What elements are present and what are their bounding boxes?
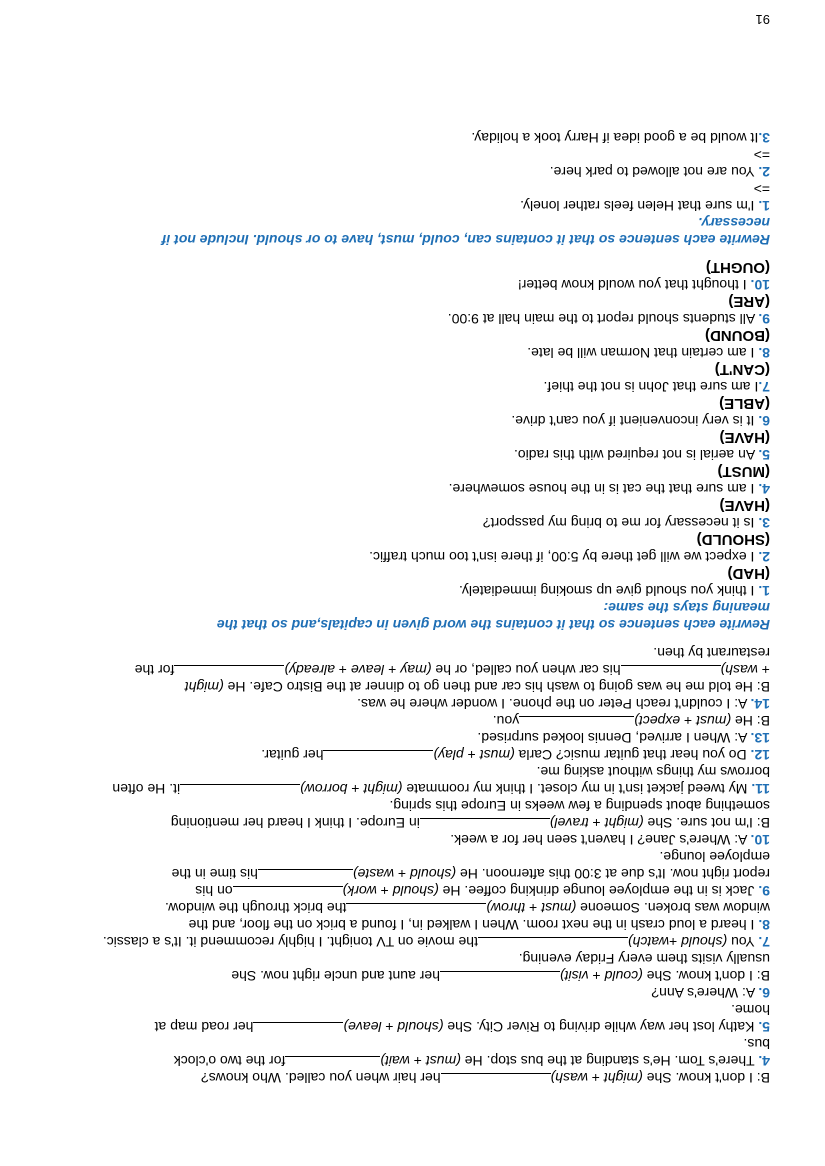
answer-blank[interactable] xyxy=(233,886,343,899)
worksheet-content xyxy=(35,129,770,1086)
transformation-item xyxy=(35,276,770,293)
exercise-line xyxy=(35,729,770,746)
key-word: (MUST) xyxy=(717,463,770,480)
exercise-line xyxy=(35,1069,770,1086)
exercise-c-instruction-line2: necessary. xyxy=(698,215,770,231)
sentence-text: An aerial is not required with this radio. xyxy=(513,447,759,463)
line-text: Do you hear that guitar music? Carla xyxy=(514,747,751,763)
line-text: There's Tom. He's standing at the bus stop. He xyxy=(460,1053,759,1069)
exercise-line xyxy=(35,712,770,729)
transformation-item xyxy=(35,480,770,497)
key-word: (SHOULD) xyxy=(696,531,770,548)
line-text: B: He xyxy=(731,713,770,729)
transformation-item xyxy=(35,310,770,327)
line-text: Kathy lost her way while driving to River City. She xyxy=(443,1019,759,1035)
exercise-line xyxy=(35,984,770,1001)
transformation-item xyxy=(35,514,770,531)
line-text: her aunt and uncle right now. She xyxy=(231,968,440,984)
key-word: (HAD) xyxy=(727,565,770,582)
item-number: 3. xyxy=(758,515,770,531)
transformation-item xyxy=(35,548,770,565)
rewrite-item xyxy=(35,197,770,214)
verb-cue: (could + visit) xyxy=(559,968,643,984)
line-text: for the two o'clock xyxy=(173,1053,286,1069)
exercise-line xyxy=(35,644,770,661)
item-number: 3. xyxy=(758,130,770,146)
answer-blank[interactable] xyxy=(174,665,284,678)
key-word: (ARE) xyxy=(728,293,770,310)
line-text: You xyxy=(727,934,759,950)
verb-cue: (should + leave) xyxy=(343,1019,444,1035)
line-text: employee lounge. xyxy=(659,849,770,865)
item-number: 8. xyxy=(758,345,770,361)
item-number: 9. xyxy=(758,883,770,899)
line-text: his car when you called, or he xyxy=(431,662,621,678)
sentence-text: I think you should give up smoking immediately. xyxy=(458,583,759,599)
sentence-text: You are not allowed to park here. xyxy=(549,164,759,180)
verb-cue: (must + play) xyxy=(433,747,515,763)
verb-cue: (should +watch) xyxy=(627,934,728,950)
exercise-line xyxy=(35,1035,770,1052)
answer-blank[interactable] xyxy=(258,869,353,882)
line-text: A: I couldn't reach Peter on the phone. I wonder where he was. xyxy=(357,696,751,712)
item-number: 7. xyxy=(758,934,770,950)
sentence-text: It is very inconvenient if you can't drive. xyxy=(511,413,759,429)
sentence-text: It would be a good idea if Harry took a holiday. xyxy=(471,130,759,146)
verb-cue: (might + travel) xyxy=(549,815,644,831)
line-text: usually visits them every Friday evening. xyxy=(518,951,770,967)
exercise-key-word-transformation xyxy=(35,259,770,599)
exercise-line xyxy=(35,695,770,712)
verb-cue: (should + waste) xyxy=(352,866,457,882)
item-number: 6. xyxy=(758,985,770,1001)
line-text: A: Where's Ann? xyxy=(651,985,759,1001)
line-text: B: I don't know. She xyxy=(642,1070,770,1086)
exercise-line xyxy=(35,950,770,967)
verb-cue: (should + work) xyxy=(342,883,439,899)
key-word: (CAN'T) xyxy=(714,361,770,378)
item-number: 1. xyxy=(758,583,770,599)
item-number: 5. xyxy=(758,1019,770,1035)
line-text: A: When I arrived, Dennis looked surprised. xyxy=(477,730,751,746)
item-number: 4. xyxy=(758,481,770,497)
key-word: (OUGHT) xyxy=(705,259,770,276)
verb-cue: (may + leave + already) xyxy=(284,662,432,678)
answer-blank[interactable] xyxy=(440,971,560,984)
verb-cue: (must + expect) xyxy=(634,713,732,729)
item-number: 12. xyxy=(750,747,770,763)
line-text: her road map at xyxy=(154,1019,254,1035)
exercise-line xyxy=(35,780,770,797)
exercise-line xyxy=(35,678,770,695)
exercise-line xyxy=(35,1018,770,1035)
transformation-item xyxy=(35,582,770,599)
item-number: 10. xyxy=(750,277,770,293)
transformation-item xyxy=(35,446,770,463)
verb-cue: (must + wait) xyxy=(380,1053,461,1069)
item-number: 1. xyxy=(758,198,770,214)
sentence-text: I expect we will get there by 5:00, if there isn't too much traffic. xyxy=(369,549,759,565)
exercise-line xyxy=(35,882,770,899)
item-number: 4. xyxy=(758,1053,770,1069)
line-text: her hair when you called. Who knows? xyxy=(200,1070,441,1086)
exercise-line xyxy=(35,814,770,831)
answer-blank[interactable] xyxy=(478,937,628,950)
answer-blank[interactable] xyxy=(253,1022,343,1035)
exercise-line xyxy=(35,933,770,950)
answer-blank[interactable] xyxy=(441,1073,551,1086)
exercise-line xyxy=(35,865,770,882)
line-text: B: I don't know. She xyxy=(642,968,770,984)
line-text: her guitar. xyxy=(261,747,324,763)
line-text: on his xyxy=(195,883,233,899)
answer-blank[interactable] xyxy=(180,784,300,797)
item-number: 2. xyxy=(758,549,770,565)
sentence-text: Is it necessary for me to bring my passport? xyxy=(482,515,759,531)
line-text: B: He told me he was going to wash his car and then go to dinner at the Bistro Cafe. He xyxy=(223,679,770,695)
key-word: (HAVE) xyxy=(719,429,770,446)
line-text: Jack is in the employee lounge drinking coffee. He xyxy=(438,883,759,899)
answer-blank[interactable] xyxy=(621,665,721,678)
line-text: B: I'm not sure. She xyxy=(643,815,770,831)
item-number: 2. xyxy=(758,164,770,180)
line-text: A: Where's Jane? I haven't seen her for a week. xyxy=(450,832,751,848)
transformation-item xyxy=(35,378,770,395)
exercise-line xyxy=(35,1052,770,1069)
line-text: the brick through the window. xyxy=(165,900,347,916)
line-text: home. xyxy=(731,1002,770,1018)
line-text: report right now. It's due at 3:00 this afternoon. He xyxy=(456,866,770,882)
exercise-line xyxy=(35,797,770,814)
item-number: 13. xyxy=(750,730,770,746)
rewrite-item xyxy=(35,163,770,180)
exercise-line xyxy=(35,967,770,984)
sentence-text: I thought that you would know better! xyxy=(517,277,751,293)
item-number: 5. xyxy=(758,447,770,463)
exercise-line xyxy=(35,831,770,848)
line-text: the movie on TV tonight. I highly recommend it. It's a classic. xyxy=(102,934,478,950)
item-number: 9. xyxy=(758,311,770,327)
exercise-line xyxy=(35,1001,770,1018)
verb-cue: (might + borrow) xyxy=(300,781,403,797)
item-number: 11. xyxy=(751,781,770,797)
sentence-text: All students should report to the main hall at 9:00. xyxy=(447,311,759,327)
answer-arrow: => xyxy=(753,181,770,197)
exercise-c-instruction-line1: Rewrite each sentence so that it contains can, could, must, have to or should. Include not if xyxy=(161,232,770,248)
verb-cue: (must + throw) xyxy=(486,900,577,916)
key-word: (ABLE) xyxy=(719,395,770,412)
rewrite-item xyxy=(35,129,770,146)
item-number: 6. xyxy=(758,413,770,429)
exercise-line xyxy=(35,746,770,763)
verb-cue: (might xyxy=(184,679,224,695)
answer-arrow: => xyxy=(753,147,770,163)
verb-cue: (might + wash) xyxy=(550,1070,643,1086)
line-text: I heard a loud crash in the next room. When I walked in, I found a brick on the floor, and the xyxy=(188,917,759,933)
exercise-b-instruction-line1: Rewrite each sentence so that it contains the word given in capitals,and so that the xyxy=(216,617,770,633)
exercise-line xyxy=(35,661,770,678)
exercise-line xyxy=(35,763,770,780)
transformation-item xyxy=(35,344,770,361)
line-text: window was broken. Someone xyxy=(576,900,770,916)
sentence-text: I'm sure that Helen feels rather lonely. xyxy=(520,198,759,214)
line-text: you. xyxy=(492,713,520,729)
answer-blank[interactable] xyxy=(323,750,433,763)
item-number: 14. xyxy=(750,696,770,712)
sentence-text: I am certain that Norman will be late. xyxy=(527,345,759,361)
answer-blank[interactable] xyxy=(420,818,550,831)
answer-blank[interactable] xyxy=(285,1056,380,1069)
key-word: (HAVE) xyxy=(719,497,770,514)
sentence-text: I am sure that John is not the thief. xyxy=(543,379,759,395)
verb-cue: + wash) xyxy=(720,662,770,678)
line-text: his time in the xyxy=(171,866,258,882)
line-text: in Europe. I think I heard her mentioning xyxy=(170,815,420,831)
exercise-line xyxy=(35,848,770,865)
line-text: something about spending a few weeks in Europe this spring. xyxy=(389,798,770,814)
item-number: 10. xyxy=(750,832,770,848)
key-word: (BOUND) xyxy=(705,327,770,344)
line-text: bus. xyxy=(743,1036,770,1052)
exercise-b-instruction-line2: meaning stays the same: xyxy=(603,600,770,616)
line-text: for the xyxy=(134,662,175,678)
transformation-item xyxy=(35,412,770,429)
line-text: borrows my things without asking me. xyxy=(536,764,770,780)
item-number: 7. xyxy=(758,379,770,395)
exercise-line xyxy=(35,899,770,916)
item-number: 8. xyxy=(758,917,770,933)
sentence-text: I am sure that the cat is in the house somewhere. xyxy=(448,481,759,497)
answer-blank[interactable] xyxy=(346,903,486,916)
page-number: 91 xyxy=(755,12,770,27)
line-text: My tweed jacket isn't in my closet. I think my roommate xyxy=(402,781,752,797)
exercise-line xyxy=(35,916,770,933)
exercise-modal-rewrite xyxy=(35,129,770,214)
exercise-modal-perfect xyxy=(35,644,770,1086)
answer-blank[interactable] xyxy=(519,716,634,729)
line-text: it. He often xyxy=(112,781,181,797)
line-text: restaurant by then. xyxy=(653,645,770,661)
